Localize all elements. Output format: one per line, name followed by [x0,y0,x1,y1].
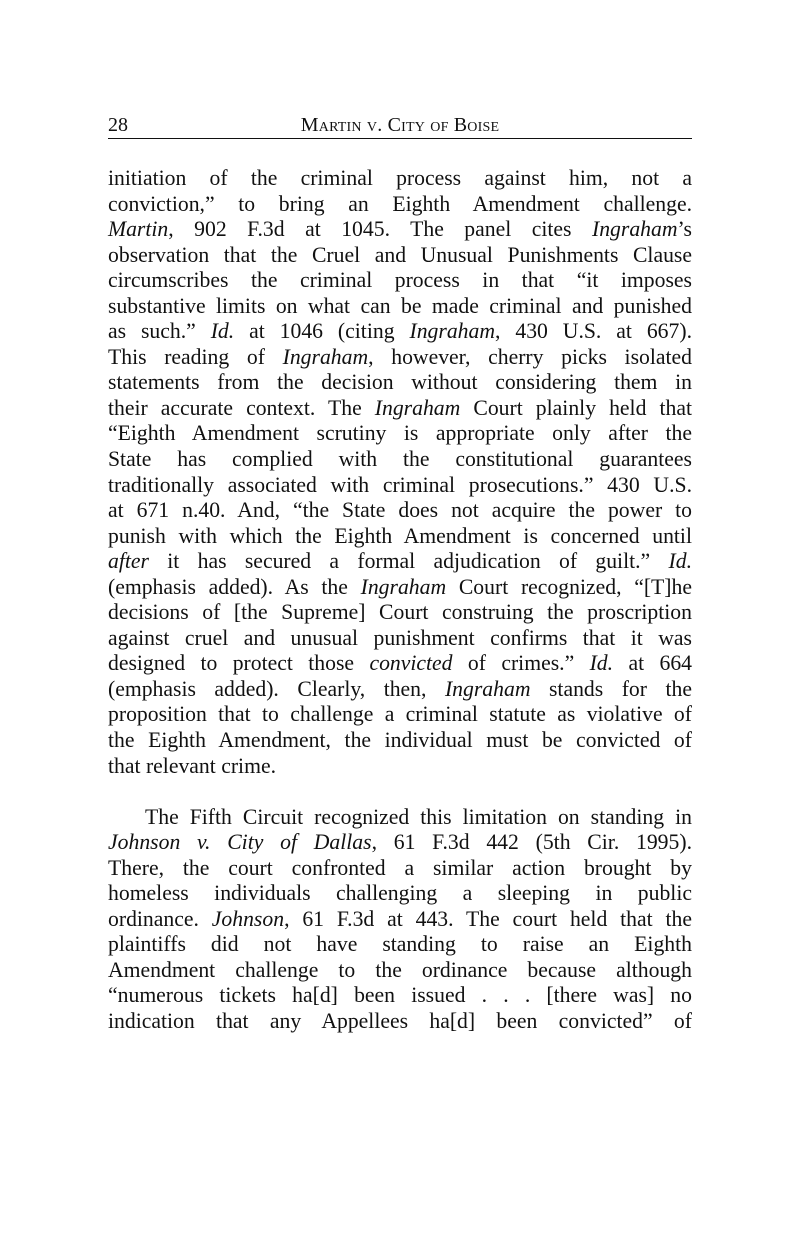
text-run: State has complied with the constitutional guarantees [108,447,692,472]
text-run: “Eighth Amendment scrutiny is appropriate only after the [108,421,692,446]
italic-run: Ingraham [360,574,447,599]
text-run: There, the court confronted a similar action brought by [108,855,692,880]
text-run: at 664 [613,651,693,676]
text-line [108,702,692,728]
text-run: stands for the [530,676,692,701]
text-line [108,983,692,1009]
text-line [108,830,692,856]
text-run: “numerous tickets ha[d] been issued . . . [there was] no [108,983,692,1008]
text-run: (emphasis added). Clearly, then, [108,676,445,701]
text-run: substantive limits on what can be made criminal and punished [108,293,692,318]
text-run: ’s [677,217,692,242]
text-run: the Eighth Amendment, the individual must be convicted of [108,728,692,753]
text-run: This reading of [108,344,283,369]
text-line [108,651,692,677]
text-line [108,677,692,703]
text-run: Court recognized, “[T]he [446,574,692,599]
italic-run: Ingraham [409,319,496,344]
text-run: plaintiffs did not have standing to raise an Eighth [108,932,692,957]
text-run: proposition that to challenge a criminal statute as violative of [108,702,692,727]
text-line [108,192,692,218]
text-run: against cruel and unusual punishment confirms that it was [108,625,692,650]
text-run: it has secured a formal adjudication of guilt.” [148,549,669,574]
text-line [108,498,692,524]
text-line [108,396,692,422]
text-line [108,728,692,754]
text-run: , 61 F.3d at 443. The court held that the [284,906,692,931]
text-run: at 671 n.40. And, “the State does not acquire the power to [108,498,692,523]
text-run: Amendment challenge to the ordinance because although [108,957,692,982]
text-line [108,243,692,269]
text-run: traditionally associated with criminal prosecutions.” 430 U.S. [108,472,692,497]
page-number: 28 [108,114,128,136]
italic-run: Ingraham [591,217,678,242]
italic-run: Id. [668,549,692,574]
text-run: , 61 F.3d 442 (5th Cir. 1995). [371,830,692,855]
running-title: Martin v. City of Boise [300,114,500,136]
text-run: at 1046 (citing [234,319,410,344]
text-run: The Fifth Circuit recognized this limitation on standing in [145,804,692,829]
text-line [108,166,692,192]
text-line [108,754,692,780]
text-line [108,881,692,907]
italic-run: Johnson [211,906,285,931]
text-run: indication that any Appellees ha[d] been convicted” of [108,1009,692,1033]
text-run: , 902 F.3d at 1045. The panel cites [168,217,592,242]
text-line [108,626,692,652]
text-line [108,932,692,958]
paragraph-1 [108,166,692,779]
text-line [108,421,692,447]
italic-run: Martin [108,217,169,242]
opinion-body [108,166,692,1035]
italic-run: Ingraham [444,676,531,701]
text-run: initiation of the criminal process against him, not a [108,166,692,190]
text-run: circumscribes the criminal process in that “it imposes [108,268,692,293]
text-line [108,958,692,984]
text-run: (emphasis added). As the [108,574,361,599]
text-run: statements from the decision without considering them in [108,370,692,395]
text-run: that relevant crime. [108,753,276,778]
italic-run: Id. [210,319,235,344]
text-run: ordinance. [108,906,212,931]
italic-run: Johnson v. City of Dallas [108,830,372,855]
italic-run: Ingraham [374,395,461,420]
text-line [108,345,692,371]
text-run: observation that the Cruel and Unusual Punishments Clause [108,242,692,267]
text-run: homeless individuals challenging a sleeping in public [108,881,692,906]
text-line [108,1009,692,1035]
text-line [108,217,692,243]
text-run: designed to protect those [108,651,370,676]
text-run: decisions of [the Supreme] Court construing the proscription [108,600,692,625]
text-run: , 430 U.S. at 667). [495,319,692,344]
text-line [108,370,692,396]
text-run: as such.” [108,319,211,344]
text-line [108,319,692,345]
text-line [108,575,692,601]
text-line [108,294,692,320]
text-line [108,600,692,626]
text-line [108,805,692,831]
text-line [108,856,692,882]
italic-run: convicted [369,651,453,676]
text-run: their accurate context. The [108,395,375,420]
page-header [108,112,692,139]
text-run: Court plainly held that [460,395,692,420]
paragraph-2 [108,805,692,1035]
italic-run: after [108,549,149,574]
text-line [108,268,692,294]
text-line [108,907,692,933]
text-run: , however, cherry picks isolated [368,344,693,369]
italic-run: Ingraham [282,344,369,369]
text-line [108,473,692,499]
italic-run: Id. [589,651,614,676]
text-line [108,524,692,550]
text-run: conviction,” to bring an Eighth Amendment challenge. [108,191,692,216]
text-line [108,447,692,473]
text-run: of crimes.” [452,651,590,676]
text-run: punish with which the Eighth Amendment is concerned until [108,523,692,548]
text-line [108,549,692,575]
